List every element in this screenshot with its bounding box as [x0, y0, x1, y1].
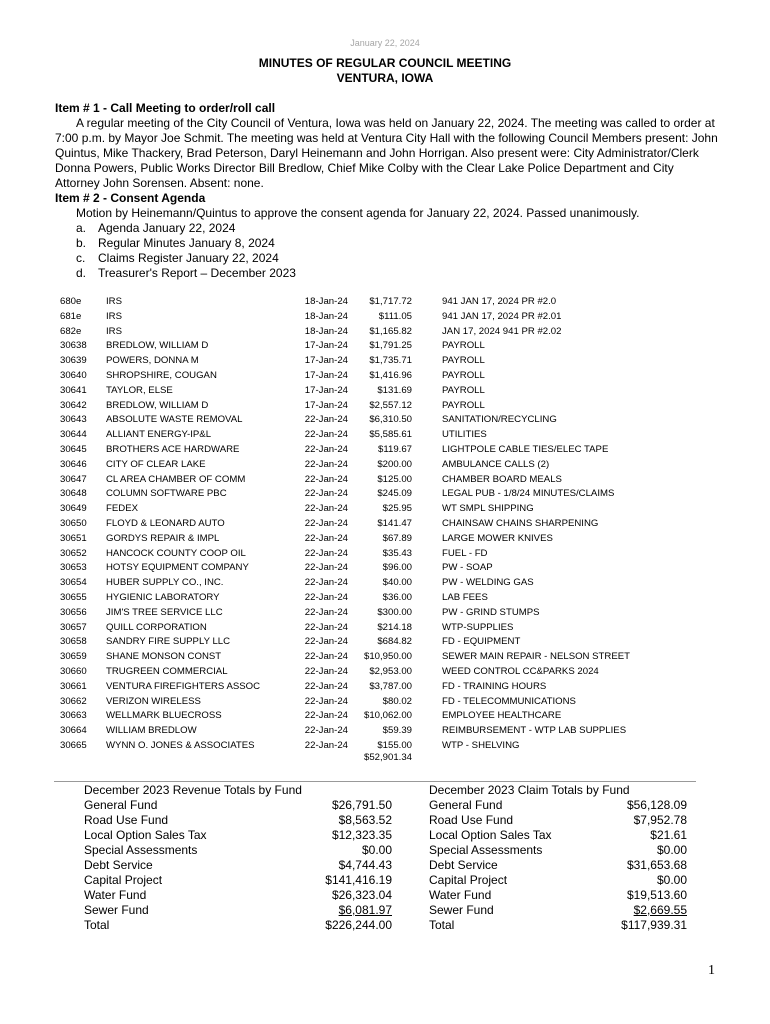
gap	[412, 458, 442, 473]
claim-vendor: SHANE MONSON CONST	[106, 651, 222, 663]
fund-name: Local Option Sales Tax	[429, 828, 552, 842]
fund-amount: $8,563.52	[338, 813, 392, 827]
claim-description: CHAINSAW CHAINS SHARPENING	[442, 517, 599, 529]
claim-amount: $1,735.71	[369, 355, 412, 367]
claim-amount: $131.69	[377, 384, 412, 396]
gap	[412, 295, 442, 310]
claim-number: 30638	[60, 340, 87, 352]
fund-row	[84, 888, 392, 903]
claim-date: 17-Jan-24	[304, 384, 348, 396]
fund-name: Total	[84, 918, 110, 932]
claim-description: SEWER MAIN REPAIR - NELSON STREET	[442, 651, 630, 663]
claim-vendor: BREDLOW, WILLIAM D	[106, 399, 209, 411]
claim-date: 22-Jan-24	[304, 488, 348, 500]
fund-row	[84, 828, 392, 843]
claim-number: 682e	[60, 325, 82, 337]
table-row	[60, 487, 682, 502]
fund-name: Debt Service	[84, 858, 153, 872]
claim-vendor: POWERS, DONNA M	[106, 355, 199, 367]
claim-amount: $111.05	[378, 310, 412, 322]
fund-name: General Fund	[84, 798, 158, 812]
gap	[412, 576, 442, 591]
claim-description: 941 JAN 17, 2024 PR #2.01	[442, 310, 562, 322]
claim-amount: $35.43	[382, 547, 412, 559]
claim-vendor: TRUGREEN COMMERCIAL	[106, 665, 228, 677]
claim-description: FD - EQUIPMENT	[442, 636, 521, 648]
table-row	[60, 606, 682, 621]
consent-list-item: a. Agenda January 22, 2024	[76, 221, 236, 235]
claim-amount: $214.18	[377, 621, 412, 633]
claim-number: 30646	[60, 458, 87, 470]
claim-date: 22-Jan-24	[304, 429, 348, 441]
claim-number: 30660	[60, 665, 87, 677]
fund-row	[84, 798, 392, 813]
claim-amount: $25.95	[382, 503, 412, 515]
fund-amount: $31,653.68	[626, 858, 687, 872]
fund-amount: $2,669.55	[633, 903, 687, 917]
claim-amount: $684.82	[377, 636, 412, 648]
claims-register-table	[60, 295, 682, 754]
claim-totals	[429, 783, 687, 933]
table-row	[60, 576, 682, 591]
fund-amount: $26,323.04	[331, 888, 392, 902]
claim-number: 30643	[60, 414, 87, 426]
claim-number: 30663	[60, 710, 87, 722]
fund-amount: $19,513.60	[626, 888, 687, 902]
table-row	[60, 532, 682, 547]
fund-amount: $12,323.35	[331, 828, 392, 842]
claim-description: FD - TRAINING HOURS	[442, 680, 547, 692]
claim-amount: $1,791.25	[369, 340, 412, 352]
claim-amount: $6,310.50	[369, 414, 412, 426]
fund-row	[429, 903, 687, 918]
claim-number: 30652	[60, 547, 87, 559]
claim-number: 30662	[60, 695, 87, 707]
claim-number: 30641	[60, 384, 87, 396]
claim-number: 30649	[60, 503, 87, 515]
claim-amount: $200.00	[377, 458, 412, 470]
claim-description: PW - GRIND STUMPS	[442, 606, 540, 618]
title-line-2: VENTURA, IOWA	[336, 71, 434, 85]
claim-date: 17-Jan-24	[304, 340, 348, 352]
claim-number: 30661	[60, 680, 87, 692]
claim-amount: $5,585.61	[369, 429, 412, 441]
gap	[412, 739, 442, 754]
claim-number: 30659	[60, 651, 87, 663]
claim-number: 30639	[60, 355, 87, 367]
table-row	[60, 473, 682, 488]
table-row	[60, 458, 682, 473]
claim-description: FD - TELECOMMUNICATIONS	[442, 695, 576, 707]
claim-date: 22-Jan-24	[304, 680, 348, 692]
claim-number: 30664	[60, 725, 87, 737]
fund-amount: $4,744.43	[338, 858, 392, 872]
claim-amount: $245.09	[377, 488, 412, 500]
claim-amount: $36.00	[382, 591, 412, 603]
gap	[412, 487, 442, 502]
table-row	[60, 310, 682, 325]
claim-date: 22-Jan-24	[304, 636, 348, 648]
claim-description: 941 JAN 17, 2024 PR #2.0	[442, 296, 557, 307]
gap	[412, 413, 442, 428]
claim-description: LEGAL PUB - 1/8/24 MINUTES/CLAIMS	[442, 488, 615, 500]
claim-date: 22-Jan-24	[304, 710, 348, 722]
fund-amount: $117,939.31	[621, 918, 687, 932]
fund-row	[84, 843, 392, 858]
claim-vendor: GORDYS REPAIR & IMPL	[106, 532, 220, 544]
table-row	[60, 354, 682, 369]
gap	[412, 532, 442, 547]
gap	[412, 384, 442, 399]
claim-vendor: CITY OF CLEAR LAKE	[106, 458, 206, 470]
fund-row	[84, 903, 392, 918]
claim-number: 30665	[60, 739, 87, 751]
fund-row	[429, 873, 687, 888]
claim-amount: $96.00	[382, 562, 412, 574]
revenue-totals-title: December 2023 Revenue Totals by Fund	[84, 783, 302, 797]
document-title	[0, 56, 770, 86]
consent-list-item: b. Regular Minutes January 8, 2024	[76, 236, 275, 250]
fund-row	[84, 873, 392, 888]
fund-name: Special Assessments	[84, 843, 198, 857]
claim-vendor: BREDLOW, WILLIAM D	[106, 340, 209, 352]
claim-vendor: IRS	[106, 325, 122, 337]
claim-amount: $155.00	[377, 739, 412, 751]
claim-number: 30655	[60, 591, 87, 603]
fund-name: Capital Project	[429, 873, 508, 887]
fund-row	[429, 828, 687, 843]
claim-date: 22-Jan-24	[304, 443, 348, 455]
title-line-1: MINUTES OF REGULAR COUNCIL MEETING	[258, 56, 512, 70]
claim-description: UTILITIES	[442, 429, 487, 441]
claim-amount: $10,950.00	[363, 651, 412, 663]
claim-date: 17-Jan-24	[304, 369, 348, 381]
fund-amount: $0.00	[656, 843, 687, 857]
fund-amount: $226,244.00	[325, 918, 392, 932]
claim-description: EMPLOYEE HEALTHCARE	[442, 710, 562, 722]
claim-number: 680e	[60, 296, 82, 307]
gap	[412, 369, 442, 384]
claim-description: WT SMPL SHIPPING	[442, 503, 534, 515]
fund-name: Debt Service	[429, 858, 498, 872]
claim-amount: $141.47	[377, 517, 412, 529]
fund-name: Capital Project	[84, 873, 163, 887]
claim-vendor: JIM'S TREE SERVICE LLC	[106, 606, 223, 618]
fund-row	[429, 888, 687, 903]
table-row	[60, 325, 682, 340]
table-row	[60, 650, 682, 665]
claim-totals-title: December 2023 Claim Totals by Fund	[429, 783, 630, 797]
item2-heading: Item # 2 - Consent Agenda	[55, 191, 206, 205]
claim-date: 22-Jan-24	[304, 473, 348, 485]
gap	[412, 399, 442, 414]
claim-vendor: FLOYD & LEONARD AUTO	[106, 517, 225, 529]
claim-number: 30656	[60, 606, 87, 618]
claim-amount: $80.02	[382, 695, 412, 707]
fund-name: Total	[429, 918, 455, 932]
table-row	[60, 561, 682, 576]
claims-total: $52,901.34	[363, 752, 412, 763]
gap	[412, 310, 442, 325]
claim-amount: $300.00	[377, 606, 412, 618]
fund-row	[84, 918, 392, 933]
claim-description: SANITATION/RECYCLING	[442, 414, 557, 426]
claim-date: 22-Jan-24	[304, 725, 348, 737]
claim-number: 681e	[60, 310, 82, 322]
claim-number: 30653	[60, 562, 87, 574]
fund-name: Water Fund	[429, 888, 492, 902]
table-row	[60, 428, 682, 443]
gap	[412, 665, 442, 680]
claim-date: 22-Jan-24	[304, 517, 348, 529]
claim-date: 22-Jan-24	[304, 414, 348, 426]
claim-amount: $59.39	[382, 725, 412, 737]
table-row	[60, 635, 682, 650]
claim-amount: $119.67	[378, 443, 412, 455]
claim-date: 22-Jan-24	[304, 651, 348, 663]
claim-description: AMBULANCE CALLS (2)	[442, 458, 550, 470]
claim-number: 30654	[60, 577, 87, 589]
claim-date: 22-Jan-24	[304, 562, 348, 574]
section-divider	[54, 781, 696, 782]
gap	[412, 443, 442, 458]
revenue-totals	[84, 783, 392, 933]
item2-motion: Motion by Heinemann/Quintus to approve the consent agenda for January 22, 2024. Passed unanimously.	[76, 206, 640, 220]
claim-number: 30647	[60, 473, 87, 485]
gap	[412, 428, 442, 443]
claim-description: JAN 17, 2024 941 PR #2.02	[442, 325, 562, 337]
gap	[412, 635, 442, 650]
table-row	[60, 413, 682, 428]
claim-vendor: ALLIANT ENERGY-IP&L	[106, 429, 212, 441]
claim-date: 22-Jan-24	[304, 739, 348, 751]
fund-name: Sewer Fund	[84, 903, 149, 917]
gap	[412, 561, 442, 576]
gap	[412, 621, 442, 636]
claim-date: 18-Jan-24	[304, 310, 348, 322]
claim-date: 22-Jan-24	[304, 547, 348, 559]
claim-date: 17-Jan-24	[304, 399, 348, 411]
fund-name: Local Option Sales Tax	[84, 828, 207, 842]
claim-vendor: WILLIAM BREDLOW	[106, 725, 197, 737]
claim-number: 30642	[60, 399, 87, 411]
claim-description: WEED CONTROL CC&PARKS 2024	[442, 665, 599, 677]
minutes-body	[55, 101, 720, 281]
claim-date: 22-Jan-24	[304, 591, 348, 603]
fund-row	[84, 858, 392, 873]
gap	[412, 695, 442, 710]
gap	[412, 339, 442, 354]
claim-number: 30645	[60, 443, 87, 455]
gap	[412, 680, 442, 695]
gap	[412, 473, 442, 488]
fund-name: Road Use Fund	[429, 813, 514, 827]
claim-amount: $3,787.00	[369, 680, 412, 692]
claim-description: PW - SOAP	[442, 562, 493, 574]
claim-vendor: SANDRY FIRE SUPPLY LLC	[106, 636, 231, 648]
gap	[412, 591, 442, 606]
table-row	[60, 295, 682, 310]
claim-date: 22-Jan-24	[304, 458, 348, 470]
fund-row	[429, 918, 687, 933]
claim-number: 30658	[60, 636, 87, 648]
claim-date: 22-Jan-24	[304, 665, 348, 677]
item1-paragraph: A regular meeting of the City Council of Ventura, Iowa was held on January 22, 2024. The meeting was called to order at 7:00 p.m. by Mayor Joe Schmit. The meeting was held at Ventura City Hall with the following Council Members present: John Quintus, Mike Thackery, Brad Peterson, Daryl Heinemann and John Horrigan. Also present were: City Administrator/Clerk Donna Powers, Public Works Director Bill Bredlow, Chief Mike Colby with the Clear Lake Police Department and City Attorney John Sorensen. Absent: none.	[55, 116, 718, 190]
fund-amount: $0.00	[361, 843, 392, 857]
fund-row	[84, 813, 392, 828]
claim-description: REIMBURSEMENT - WTP LAB SUPPLIES	[442, 725, 627, 737]
claim-date: 17-Jan-24	[304, 355, 348, 367]
claim-amount: $2,557.12	[369, 399, 412, 411]
claim-vendor: TAYLOR, ELSE	[106, 384, 173, 396]
gap	[412, 517, 442, 532]
consent-list-item: d. Treasurer's Report – December 2023	[76, 266, 296, 280]
claim-vendor: QUILL CORPORATION	[106, 621, 207, 633]
fund-name: Special Assessments	[429, 843, 543, 857]
claim-vendor: WYNN O. JONES & ASSOCIATES	[106, 739, 255, 751]
claim-description: PW - WELDING GAS	[442, 577, 534, 589]
fund-amount: $6,081.97	[338, 903, 392, 917]
header-date: January 22, 2024	[350, 38, 420, 48]
claim-vendor: VENTURA FIREFIGHTERS ASSOC	[106, 680, 261, 692]
consent-list	[55, 221, 720, 281]
claim-number: 30648	[60, 488, 87, 500]
gap	[412, 724, 442, 739]
table-row	[60, 517, 682, 532]
claim-amount: $10,062.00	[363, 710, 412, 722]
claim-date: 18-Jan-24	[304, 296, 348, 307]
claim-number: 30650	[60, 517, 87, 529]
fund-name: Sewer Fund	[429, 903, 494, 917]
claim-vendor: SHROPSHIRE, COUGAN	[106, 369, 217, 381]
claim-amount: $40.00	[382, 577, 412, 589]
table-row	[60, 384, 682, 399]
claim-number: 30640	[60, 369, 87, 381]
claim-number: 30651	[60, 532, 87, 544]
claim-vendor: CL AREA CHAMBER OF COMM	[106, 473, 246, 485]
table-row	[60, 709, 682, 724]
claim-amount: $2,953.00	[369, 665, 412, 677]
claim-amount: $67.89	[382, 532, 412, 544]
fund-amount: $21.61	[650, 828, 687, 842]
fund-amount: $56,128.09	[626, 798, 687, 812]
table-row	[60, 665, 682, 680]
claim-vendor: HANCOCK COUNTY COOP OIL	[106, 547, 246, 559]
claim-date: 22-Jan-24	[304, 695, 348, 707]
gap	[412, 502, 442, 517]
fund-amount: $26,791.50	[331, 798, 392, 812]
claim-number: 30644	[60, 429, 87, 441]
fund-amount: $0.00	[656, 873, 687, 887]
fund-row	[429, 843, 687, 858]
claim-date: 18-Jan-24	[304, 325, 348, 337]
gap	[412, 325, 442, 340]
claim-vendor: COLUMN SOFTWARE PBC	[106, 488, 227, 500]
fund-row	[429, 813, 687, 828]
claim-vendor: HOTSY EQUIPMENT COMPANY	[106, 562, 249, 574]
claim-vendor: VERIZON WIRELESS	[106, 695, 201, 707]
table-row	[60, 621, 682, 636]
gap	[412, 650, 442, 665]
table-row	[60, 339, 682, 354]
claim-amount: $1,165.82	[369, 325, 412, 337]
claim-vendor: IRS	[106, 296, 122, 307]
claim-vendor: HUBER SUPPLY CO., INC.	[106, 577, 224, 589]
claim-amount: $1,416.96	[369, 369, 412, 381]
claim-description: LARGE MOWER KNIVES	[442, 532, 553, 544]
claim-date: 22-Jan-24	[304, 621, 348, 633]
claim-description: FUEL - FD	[442, 547, 488, 559]
table-row	[60, 724, 682, 739]
claim-description: WTP-SUPPLIES	[442, 621, 514, 633]
table-row	[60, 680, 682, 695]
claim-vendor: WELLMARK BLUECROSS	[106, 710, 222, 722]
claim-description: PAYROLL	[442, 384, 485, 396]
table-row	[60, 547, 682, 562]
table-row	[60, 369, 682, 384]
page-number: 1	[708, 963, 715, 978]
claim-description: LAB FEES	[442, 591, 488, 603]
item1-heading: Item # 1 - Call Meeting to order/roll call	[55, 101, 276, 115]
gap	[412, 354, 442, 369]
claim-amount: $1,717.72	[369, 296, 412, 307]
table-row	[60, 502, 682, 517]
claim-date: 22-Jan-24	[304, 503, 348, 515]
claim-number: 30657	[60, 621, 87, 633]
claim-description: WTP - SHELVING	[442, 739, 520, 751]
fund-row	[429, 798, 687, 813]
claim-amount: $125.00	[377, 473, 412, 485]
fund-name: General Fund	[429, 798, 503, 812]
table-row	[60, 591, 682, 606]
claim-description: LIGHTPOLE CABLE TIES/ELEC TAPE	[442, 443, 609, 455]
claim-date: 22-Jan-24	[304, 606, 348, 618]
table-row	[60, 695, 682, 710]
fund-name: Water Fund	[84, 888, 147, 902]
table-row	[60, 399, 682, 414]
gap	[412, 606, 442, 621]
claim-description: PAYROLL	[442, 355, 485, 367]
claim-vendor: HYGIENIC LABORATORY	[106, 591, 220, 603]
claim-vendor: IRS	[106, 310, 122, 322]
claim-date: 22-Jan-24	[304, 577, 348, 589]
claim-description: CHAMBER BOARD MEALS	[442, 473, 562, 485]
fund-name: Road Use Fund	[84, 813, 169, 827]
gap	[412, 547, 442, 562]
claim-vendor: ABSOLUTE WASTE REMOVAL	[106, 414, 243, 426]
claim-description: PAYROLL	[442, 369, 485, 381]
claim-vendor: FEDEX	[106, 503, 138, 515]
table-row	[60, 443, 682, 458]
fund-amount: $141,416.19	[325, 873, 392, 887]
fund-row	[429, 858, 687, 873]
claim-description: PAYROLL	[442, 340, 485, 352]
claim-date: 22-Jan-24	[304, 532, 348, 544]
claim-vendor: BROTHERS ACE HARDWARE	[106, 443, 240, 455]
claim-description: PAYROLL	[442, 399, 485, 411]
gap	[412, 709, 442, 724]
consent-list-item: c. Claims Register January 22, 2024	[76, 251, 279, 265]
fund-amount: $7,952.78	[633, 813, 687, 827]
